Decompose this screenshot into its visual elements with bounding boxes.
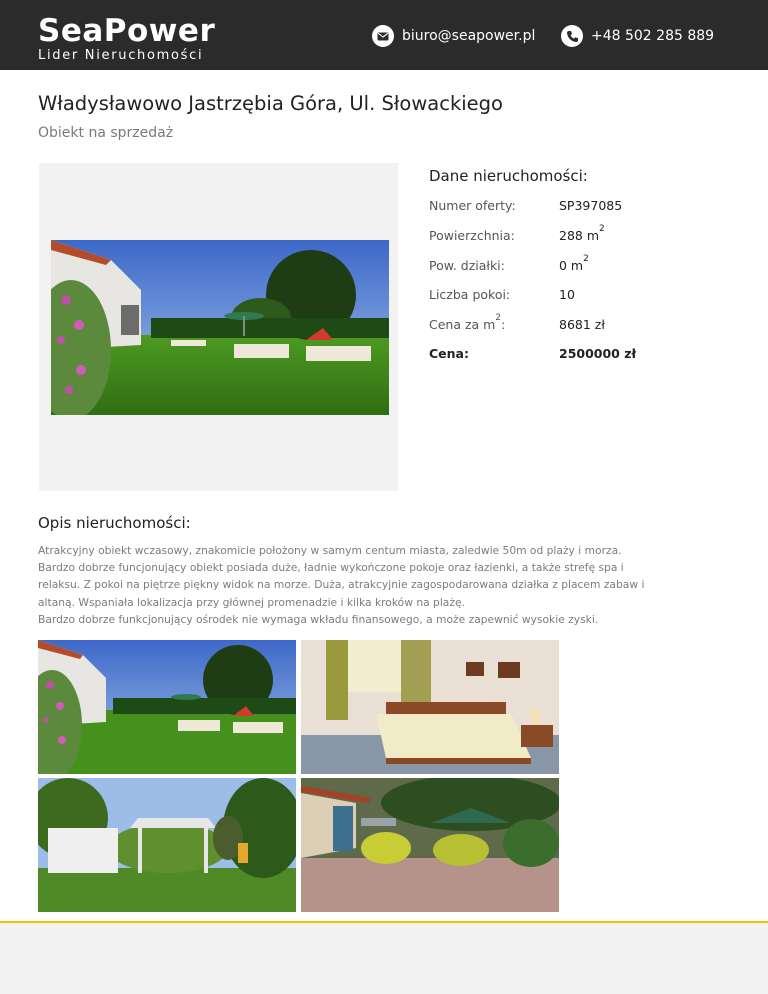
area-unit-superscript: 2: [599, 224, 605, 234]
main-photo[interactable]: [51, 240, 389, 415]
price-per-m-value: 8681 zł: [559, 317, 605, 332]
price-value: 2500000 zł: [559, 346, 637, 361]
price-per-m-label: Cena za $m^2$:: [429, 313, 506, 333]
price-per-m-superscript: 2: [495, 313, 502, 323]
description-heading: Opis nieruchomości:: [38, 514, 191, 532]
gallery-photo-bedroom[interactable]: [301, 640, 559, 774]
gallery-photo-garden[interactable]: [38, 640, 296, 774]
price-label: Cena:: [429, 346, 469, 361]
listing-subtitle: Obiekt na sprzedaż: [38, 125, 174, 141]
area-value: [559, 224, 605, 244]
logo[interactable]: [38, 14, 238, 64]
email-link[interactable]: biuro@seapower.pl: [402, 28, 536, 44]
offer-number-value: SP397085: [559, 198, 623, 213]
envelope-icon: [372, 25, 394, 47]
plot-unit-superscript: 2: [583, 254, 589, 264]
details-heading: Dane nieruchomości:: [429, 167, 588, 185]
listing-title: Władysławowo Jastrzębia Góra, Ul. Słowackiego: [38, 92, 503, 115]
gallery-photo-courtyard[interactable]: [301, 778, 559, 912]
rooms-label: Liczba pokoi:: [429, 287, 511, 302]
logo-subtitle: Lider Nieruchomości: [38, 48, 204, 63]
plot-value: [559, 254, 589, 274]
area-label: Powierzchnia:: [429, 228, 515, 243]
plot-number: 0 m: [559, 258, 584, 274]
gallery-photo-gazebo[interactable]: [38, 778, 296, 912]
phone-icon: [561, 25, 583, 47]
offer-number-label: Numer oferty:: [429, 198, 516, 213]
description-text: [38, 542, 728, 628]
site-header: [0, 0, 768, 70]
area-number: 288 m: [559, 228, 600, 244]
logo-title: SeaPower: [38, 13, 216, 49]
description-line: relaksu. Z pokoi na piętrze piękny widok na morze. Duża, atrakcyjnie zagospodarowana działka z placem zabaw i: [38, 578, 645, 592]
rooms-value: 10: [559, 287, 575, 302]
footer: [0, 923, 768, 994]
description-line: Bardzo dobrze funkcjonujący ośrodek nie wymaga wkładu finansowego, a może zapewnić wysokie zyski.: [38, 612, 599, 626]
description-line: Bardzo dobrze funcjonujący obiekt posiada duże, ładnie wykończone pokoje oraz łazienki, a także strefę spa i: [38, 561, 624, 575]
phone-contact[interactable]: [561, 24, 714, 48]
description-line: Atrakcyjny obiekt wczasowy, znakomicie położony w samym centum miasta, zaledwie 50m od plaży i morza.: [38, 544, 622, 557]
price-per-m-text: Cena za m: [429, 317, 496, 333]
phone-link[interactable]: +48 502 285 889: [591, 28, 715, 44]
email-contact[interactable]: [372, 24, 535, 48]
plot-label: Pow. działki:: [429, 258, 505, 273]
description-line: altaną. Wspaniała lokalizacja przy głównej promenadzie i kilka kroków na plażę.: [38, 595, 465, 609]
